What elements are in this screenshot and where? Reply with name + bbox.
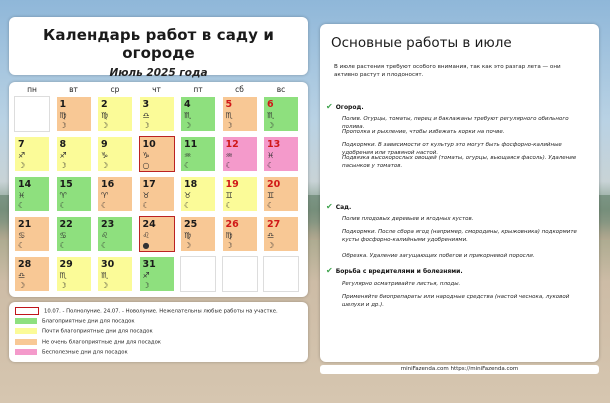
- moon-phase-icon: ☽: [18, 281, 26, 290]
- day-number: 8: [59, 139, 67, 150]
- calendar-day[interactable]: [56, 96, 92, 132]
- calendar-day[interactable]: [180, 96, 216, 132]
- checkmark-icon: ✔: [326, 102, 333, 111]
- work-item: Прополка и рыхление, чтобы избежать корки на почве.: [342, 129, 505, 135]
- moon-phase-icon: ☾: [59, 201, 67, 210]
- legend-panel: [9, 302, 308, 362]
- calendar-day[interactable]: [14, 136, 50, 172]
- calendar-day[interactable]: [56, 176, 92, 212]
- calendar-day[interactable]: [97, 96, 133, 132]
- day-number: 12: [225, 139, 239, 150]
- zodiac-icon: ♏: [101, 271, 109, 280]
- moon-phase-icon: ☾: [18, 201, 26, 210]
- legend-swatch: [15, 349, 37, 355]
- work-item: Регулярно осматривайте листья, плоды.: [342, 281, 461, 287]
- moon-phase-icon: ☽: [101, 281, 109, 290]
- zodiac-icon: ♓: [18, 191, 26, 200]
- moon-phase-icon: ☾: [184, 201, 192, 210]
- legend-swatch: [15, 328, 37, 334]
- moon-phase-icon: ☽: [184, 121, 192, 130]
- moon-phase-icon: ☾: [225, 161, 233, 170]
- calendar-day[interactable]: [263, 216, 299, 252]
- calendar-empty-cell: [222, 256, 258, 292]
- day-number: 20: [267, 179, 281, 190]
- legend-item: [15, 307, 278, 314]
- zodiac-icon: ♐: [59, 151, 67, 160]
- moon-phase-icon: ☽: [225, 241, 233, 250]
- day-number: 25: [184, 219, 198, 230]
- day-number: 22: [59, 219, 73, 230]
- moon-phase-icon: ☽: [142, 281, 150, 290]
- calendar-day[interactable]: [222, 216, 258, 252]
- calendar-day[interactable]: [14, 216, 50, 252]
- day-number: 28: [18, 259, 32, 270]
- zodiac-icon: ♎: [18, 271, 26, 280]
- work-item: Подкормки. После сбора ягод (например, смородины, крыжовника) подкормите кусты фосфорно-калийными удобрениями.: [342, 229, 577, 243]
- calendar-day[interactable]: [139, 136, 175, 172]
- calendar-day[interactable]: [56, 136, 92, 172]
- section-title-text: Борьба с вредителями и болезнями.: [335, 268, 463, 275]
- calendar-day[interactable]: [222, 176, 258, 212]
- day-number: 21: [18, 219, 32, 230]
- day-number: 4: [184, 99, 191, 110]
- zodiac-icon: ♏: [225, 111, 233, 120]
- legend-item: [15, 349, 128, 356]
- calendar-day[interactable]: [222, 136, 258, 172]
- zodiac-icon: ♈: [101, 191, 109, 200]
- day-number: 9: [101, 139, 108, 150]
- moon-phase-icon: ☽: [267, 121, 275, 130]
- zodiac-icon: ♏: [59, 271, 67, 280]
- zodiac-icon: ♍: [225, 231, 233, 240]
- day-number: 13: [267, 139, 281, 150]
- work-item: Подвязка высокорослых овощей (томаты, огурцы, вьющаяся фасоль). Удаление пасынков у томатов.: [342, 155, 577, 169]
- zodiac-icon: ♐: [142, 271, 150, 280]
- legend-swatch: [15, 339, 37, 345]
- moon-phase-icon: ☾: [59, 241, 67, 250]
- page-title: Календарь работ в саду и огороде: [43, 26, 274, 62]
- moon-phase-icon: ☾: [267, 161, 275, 170]
- moon-phase-icon: ☽: [225, 121, 233, 130]
- calendar-day[interactable]: [14, 256, 50, 292]
- zodiac-icon: ♏: [267, 111, 275, 120]
- weekday-header: сб: [235, 85, 244, 94]
- calendar-day[interactable]: [14, 176, 50, 212]
- moon-phase-icon: ☽: [59, 121, 67, 130]
- title-panel: [9, 17, 308, 79]
- legend-item: [15, 318, 135, 325]
- zodiac-icon: ♍: [59, 111, 67, 120]
- moon-phase-icon: ☽: [18, 161, 26, 170]
- zodiac-icon: ♉: [142, 191, 150, 200]
- weekday-header: вс: [276, 85, 286, 94]
- day-number: 24: [142, 219, 156, 230]
- zodiac-icon: ♉: [184, 191, 192, 200]
- zodiac-icon: ♑: [101, 151, 109, 160]
- day-number: 16: [101, 179, 115, 190]
- calendar-day[interactable]: [97, 136, 133, 172]
- day-number: 14: [18, 179, 32, 190]
- day-number: 30: [101, 259, 115, 270]
- zodiac-icon: ♍: [101, 111, 109, 120]
- day-number: 31: [142, 259, 156, 270]
- page-subtitle: Июль 2025 года: [109, 67, 208, 79]
- calendar-day[interactable]: [139, 216, 175, 252]
- zodiac-icon: ♎: [267, 231, 275, 240]
- calendar-day[interactable]: [180, 176, 216, 212]
- moon-phase-icon: ☾: [225, 201, 233, 210]
- calendar-day[interactable]: [139, 176, 175, 212]
- legend-item: [15, 328, 153, 335]
- zodiac-icon: ♎: [142, 111, 150, 120]
- footer-site[interactable]: miniFazenda.com https://miniFazenda.com: [320, 365, 599, 374]
- zodiac-icon: ♑: [142, 151, 150, 160]
- weekday-header: вт: [69, 85, 78, 94]
- works-heading: Основные работы в июле: [331, 35, 512, 51]
- moon-phase-icon: ☽: [101, 161, 109, 170]
- legend-text: 10.07. - Полнолуние. 24.07. - Новолуние. Нежелательны любые работы на участке.: [44, 308, 278, 315]
- legend-text: Благоприятные дни для посадок: [42, 318, 135, 324]
- day-number: 15: [59, 179, 73, 190]
- moon-phase-icon: ☾: [267, 201, 275, 210]
- weekday-header: пн: [27, 85, 37, 94]
- calendar-day[interactable]: [222, 96, 258, 132]
- day-number: 18: [184, 179, 198, 190]
- day-number: 6: [267, 99, 274, 110]
- day-number: 10: [142, 139, 156, 150]
- calendar-day[interactable]: [139, 96, 175, 132]
- moon-phase-icon: ☾: [101, 241, 109, 250]
- day-number: 2: [101, 99, 108, 110]
- moon-phase-icon: ☽: [59, 281, 67, 290]
- calendar-day[interactable]: [56, 216, 92, 252]
- legend-text: Бесполезные дни для посадок: [42, 349, 128, 356]
- calendar-day[interactable]: [180, 216, 216, 252]
- work-item: Обрезка. Удаление загущающих побегов и прикорневой поросли.: [342, 253, 535, 259]
- day-number: 3: [142, 99, 150, 110]
- zodiac-icon: ♈: [59, 191, 67, 200]
- zodiac-icon: ♊: [225, 191, 233, 200]
- legend-swatch: [15, 307, 39, 315]
- weekday-header: чт: [152, 85, 161, 94]
- weekday-header: ср: [110, 85, 120, 94]
- day-number: 27: [267, 219, 281, 230]
- calendar-panel: [9, 82, 308, 297]
- day-number: 7: [18, 139, 25, 150]
- calendar-day[interactable]: [139, 256, 175, 292]
- works-panel: [320, 24, 599, 362]
- moon-phase-icon: ☽: [59, 161, 67, 170]
- calendar-day[interactable]: [263, 136, 299, 172]
- work-item: Полив плодовых деревьев и ягодных кустов.: [342, 216, 474, 222]
- legend-item: [15, 339, 161, 346]
- section-title-text: Сад.: [335, 204, 352, 211]
- work-item: Подкормки. В зависимости от культур это могут быть фосфорно-калийные удобрения или травяной настой.: [342, 142, 562, 156]
- moon-phase-icon: ☽: [184, 241, 192, 250]
- section-title: [326, 202, 351, 211]
- moon-phase-icon: ☾: [18, 241, 26, 250]
- calendar-day[interactable]: [180, 136, 216, 172]
- calendar-day[interactable]: [263, 96, 299, 132]
- zodiac-icon: ♒: [225, 151, 233, 160]
- moon-phase-icon: ☽: [101, 121, 109, 130]
- zodiac-icon: ♋: [59, 231, 67, 240]
- calendar-day[interactable]: [97, 176, 133, 212]
- day-number: 26: [225, 219, 239, 230]
- day-number: 17: [142, 179, 156, 190]
- zodiac-icon: ♌: [142, 231, 150, 240]
- legend-text: Почти благоприятные дни для посадок: [42, 328, 153, 335]
- zodiac-icon: ♌: [101, 231, 109, 240]
- calendar-day[interactable]: [56, 256, 92, 292]
- zodiac-icon: ♋: [18, 231, 26, 240]
- day-number: 1: [59, 99, 67, 110]
- calendar-empty-cell: [14, 96, 50, 132]
- day-number: 23: [101, 219, 115, 230]
- zodiac-icon: ♊: [267, 191, 275, 200]
- works-intro: В июле растения требуют особого внимания, так как это разгар лета — они активно растут и плодоносят.: [334, 64, 561, 78]
- moon-phase-icon: ●: [142, 241, 150, 250]
- day-number: 5: [225, 99, 233, 110]
- calendar-empty-cell: [263, 256, 299, 292]
- calendar-day[interactable]: [97, 216, 133, 252]
- zodiac-icon: ♏: [184, 111, 192, 120]
- calendar-day[interactable]: [263, 176, 299, 212]
- weekday-header: пт: [193, 85, 203, 94]
- work-item: Применяйте биопрепараты или народные средства (настой чеснока, луковой шелухи и др.).: [342, 294, 570, 308]
- work-item: Полив. Огурцы, томаты, перец и баклажаны требуют регулярного обильного полива.: [342, 116, 569, 130]
- zodiac-icon: ♓: [267, 151, 275, 160]
- calendar-empty-cell: [180, 256, 216, 292]
- zodiac-icon: ♐: [18, 151, 26, 160]
- zodiac-icon: ♍: [184, 231, 192, 240]
- moon-phase-icon: ☾: [184, 161, 192, 170]
- moon-phase-icon: ☽: [267, 241, 275, 250]
- day-number: 19: [225, 179, 239, 190]
- calendar-day[interactable]: [97, 256, 133, 292]
- legend-swatch: [15, 318, 37, 324]
- zodiac-icon: ♒: [184, 151, 192, 160]
- section-title-text: Огород.: [335, 104, 364, 111]
- moon-phase-icon: ☾: [142, 201, 150, 210]
- day-number: 11: [184, 139, 198, 150]
- moon-phase-icon: ○: [142, 161, 150, 170]
- legend-text: Не очень благоприятные дни для посадок: [42, 339, 162, 345]
- section-title: [326, 102, 364, 111]
- checkmark-icon: ✔: [326, 266, 333, 275]
- moon-phase-icon: ☽: [142, 121, 150, 130]
- day-number: 29: [59, 259, 73, 270]
- section-title: [326, 266, 463, 275]
- checkmark-icon: ✔: [326, 202, 333, 211]
- moon-phase-icon: ☾: [101, 201, 109, 210]
